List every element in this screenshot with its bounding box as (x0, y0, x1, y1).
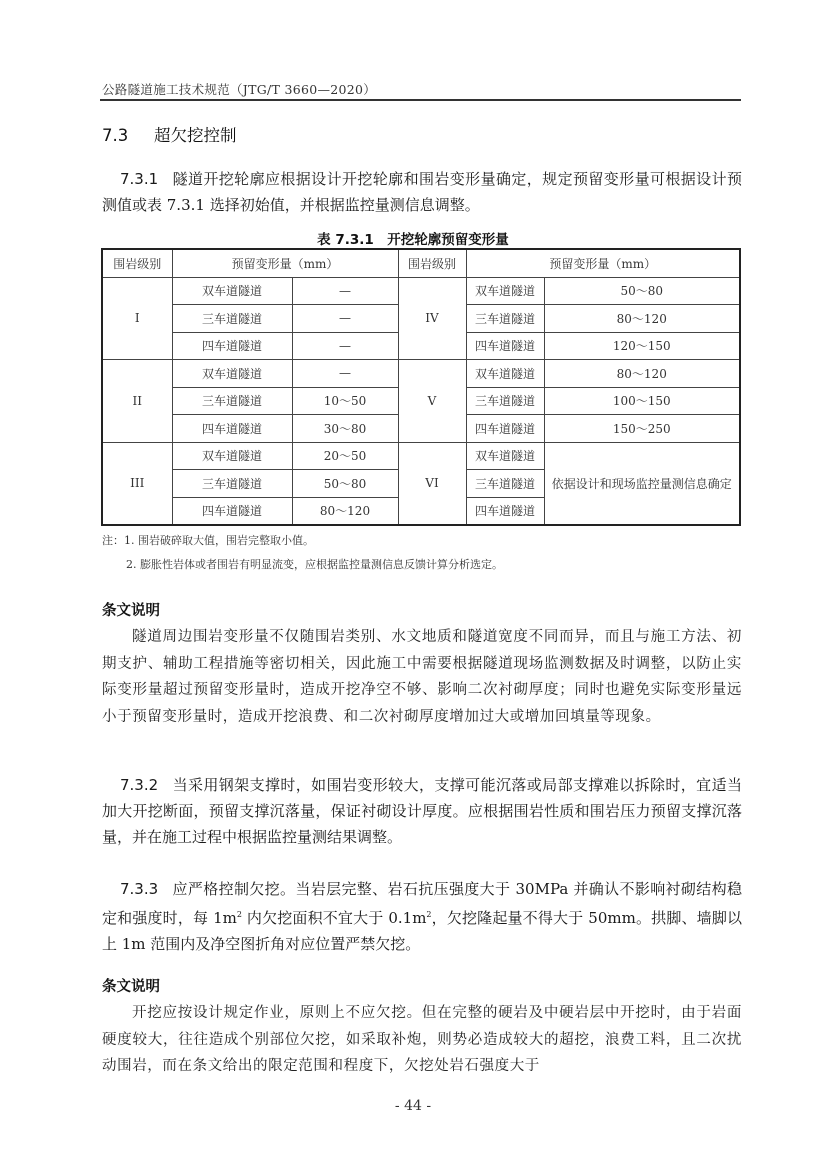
clause-7-3-3 (102, 876, 742, 957)
tunnel-type-cell: 三车道隧道 (466, 305, 544, 333)
clause-number: 7.3.1 (120, 170, 159, 188)
clause-text-b: 内欠挖面积不宜大于 0.1m (241, 909, 427, 927)
clause-text: 隧道开挖轮廓应根据设计开挖轮廓和围岩变形量确定，规定预留变形量可根据设计预测值或表 7.3.1 选择初始值，并根据监控量测信息调整。 (102, 170, 742, 214)
value-cell: — (292, 332, 398, 360)
clause-7-3-1 (102, 166, 742, 218)
header-value-right: 预留变形量（mm） (466, 249, 740, 277)
commentary-title: 条文说明 (102, 602, 160, 619)
tunnel-type-cell: 双车道隧道 (466, 277, 544, 305)
grade-cell: III (102, 442, 172, 525)
table-row (102, 277, 740, 305)
running-header: 公路隧道施工技术规范（JTG/T 3660—2020） (102, 82, 377, 97)
superscript: 2 (426, 910, 432, 919)
tunnel-type-cell: 四车道隧道 (172, 497, 292, 525)
value-cell: 20～50 (292, 442, 398, 470)
value-cell: 100～150 (544, 387, 740, 415)
tunnel-type-cell: 四车道隧道 (466, 332, 544, 360)
grade-cell: IV (398, 277, 466, 360)
tunnel-type-cell: 四车道隧道 (172, 332, 292, 360)
commentary-title: 条文说明 (102, 978, 160, 995)
grade-cell: II (102, 360, 172, 443)
value-cell: 50～80 (544, 277, 740, 305)
page-number: - 44 - (394, 1098, 432, 1114)
tunnel-type-cell: 双车道隧道 (466, 360, 544, 388)
tunnel-type-cell: 三车道隧道 (466, 470, 544, 498)
section-title (102, 122, 237, 146)
value-cell: 80～120 (544, 360, 740, 388)
tunnel-type-cell: 双车道隧道 (466, 442, 544, 470)
table-note-1: 注：1. 围岩破碎取大值，围岩完整取小值。 (102, 534, 314, 547)
deformation-table (101, 248, 741, 526)
grade-cell: I (102, 277, 172, 360)
section-title-text: 超欠挖控制 (154, 126, 237, 145)
tunnel-type-cell: 三车道隧道 (172, 305, 292, 333)
value-cell: 80～120 (544, 305, 740, 333)
grade-cell: VI (398, 442, 466, 525)
header-value-left: 预留变形量（mm） (172, 249, 398, 277)
value-cell: — (292, 277, 398, 305)
table-header-row (102, 249, 740, 277)
superscript: 2 (236, 910, 242, 919)
header-grade-left: 围岩级别 (102, 249, 172, 277)
table-caption: 表 7.3.1 开挖轮廓预留变形量 (317, 232, 509, 248)
value-cell: 30～80 (292, 415, 398, 443)
clause-7-3-2 (102, 772, 742, 850)
header-grade-right: 围岩级别 (398, 249, 466, 277)
clause-number: 7.3.2 (120, 776, 159, 794)
tunnel-type-cell: 四车道隧道 (466, 497, 544, 525)
value-cell: 120～150 (544, 332, 740, 360)
clause-text-a: 应严格控制欠挖。当岩层完整、岩石抗压强度大于 30MPa 并确认不影响衬砌结构稳定和强度时，每 1m (102, 880, 742, 927)
tunnel-type-cell: 三车道隧道 (172, 470, 292, 498)
tunnel-type-cell: 双车道隧道 (172, 360, 292, 388)
table-row (102, 360, 740, 388)
value-cell: 50～80 (292, 470, 398, 498)
value-cell: — (292, 360, 398, 388)
tunnel-type-cell: 四车道隧道 (466, 415, 544, 443)
commentary-text: 开挖应按设计规定作业，原则上不应欠挖。但在完整的硬岩及中硬岩层中开挖时，由于岩面硬度较大，往往造成个别部位欠挖，如采取补炮，则势必造成较大的超挖，浪费工料，且二次扰动围岩，而在条文给出的限定范围和程度下，欠挖处岩石强度大于 (102, 1005, 742, 1074)
header-rule (100, 99, 741, 101)
value-cell: 80～120 (292, 497, 398, 525)
grade-cell: V (398, 360, 466, 443)
commentary-text: 隧道周边围岩变形量不仅随围岩类别、水文地质和隧道宽度不同而异，而且与施工方法、初期支护、辅助工程措施等密切相关，因此施工中需要根据隧道现场监测数据及时调整，以防止实际变形量超过预留变形量时，造成开挖净空不够、影响二次衬砌厚度；同时也避免实际变形量远小于预留变形量时，造成开挖浪费、和二次衬砌厚度增加过大或增加回填量等现象。 (102, 629, 742, 725)
tunnel-type-cell: 三车道隧道 (466, 387, 544, 415)
value-cell: — (292, 305, 398, 333)
value-cell: 10～50 (292, 387, 398, 415)
section-number: 7.3 (102, 126, 129, 145)
tunnel-type-cell: 四车道隧道 (172, 415, 292, 443)
tunnel-type-cell: 三车道隧道 (172, 387, 292, 415)
value-cell: 150～250 (544, 415, 740, 443)
clause-number: 7.3.3 (120, 880, 159, 898)
clause-text: 当采用钢架支撑时，如围岩变形较大，支撑可能沉落或局部支撑难以拆除时，宜适当加大开挖断面，预留支撑沉落量，保证衬砌设计厚度。应根据围岩性质和围岩压力预留支撑沉落量，并在施工过程中根据监控量测结果调整。 (102, 776, 742, 846)
tunnel-type-cell: 双车道隧道 (172, 277, 292, 305)
table-row (102, 442, 740, 470)
table-note-2: 2. 膨胀性岩体或者围岩有明显流变，应根据监控量测信息反馈计算分析选定。 (126, 558, 503, 571)
merged-value-cell: 依据设计和现场监控量测信息确定 (544, 442, 740, 525)
clause-text-c: ，欠挖隆起量不得大于 50mm。拱脚、墙脚以上 1m 范围内及净空图折角对应位置严禁欠挖。 (102, 909, 742, 953)
tunnel-type-cell: 双车道隧道 (172, 442, 292, 470)
